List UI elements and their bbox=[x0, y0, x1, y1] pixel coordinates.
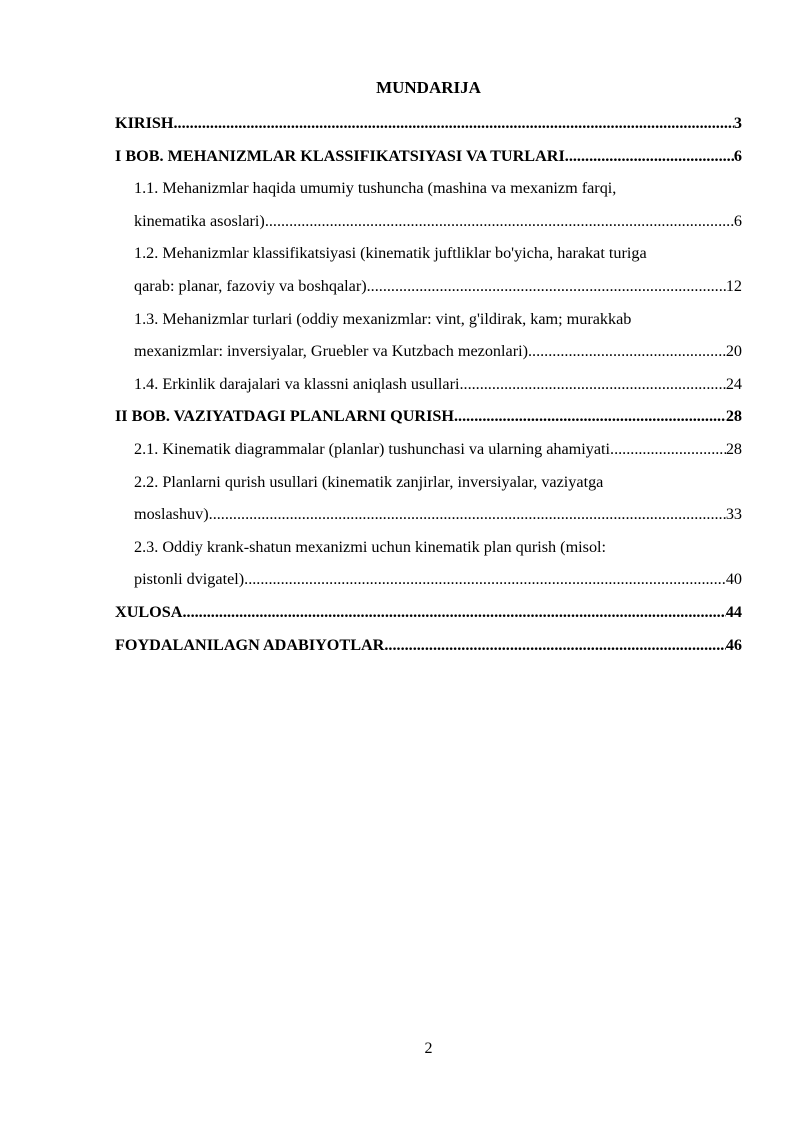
toc-entry-first-line[interactable]: 2.3. Oddiy krank-shatun mexanizmi uchun kinematik plan qurish (misol: bbox=[134, 537, 607, 556]
toc-entry-text: FOYDALANILAGN ADABIYOTLAR bbox=[115, 635, 385, 654]
toc-page-number: 33 bbox=[725, 505, 742, 524]
table-of-contents bbox=[115, 107, 742, 661]
toc-entry-text: II BOB. VAZIYATDAGI PLANLARNI QURISH bbox=[115, 407, 454, 426]
toc-page-number: 20 bbox=[725, 342, 742, 361]
toc-entry-section-2-2[interactable] bbox=[115, 498, 742, 531]
toc-entry-section-2-3[interactable] bbox=[115, 563, 742, 596]
page-title: MUNDARIJA bbox=[376, 78, 481, 97]
toc-entry-section-2-1[interactable] bbox=[115, 433, 742, 466]
toc-page-number: 44 bbox=[725, 602, 742, 621]
toc-entry-section-1-4[interactable] bbox=[115, 368, 742, 401]
toc-entry-text: 1.4. Erkinlik darajalari va klassni aniqlash usullari bbox=[134, 374, 460, 393]
toc-entry-chapter-1[interactable] bbox=[115, 140, 742, 173]
toc-leader-dots bbox=[265, 205, 734, 238]
toc-entry-first-line[interactable]: 1.1. Mehanizmlar haqida umumiy tushuncha (mashina va mexanizm farqi, bbox=[134, 179, 617, 198]
toc-entry-chapter-2[interactable] bbox=[115, 400, 742, 433]
toc-page-number: 6 bbox=[733, 146, 742, 165]
toc-entry-section-1-2[interactable] bbox=[115, 270, 742, 303]
toc-entry-text: pistonli dvigatel) bbox=[134, 570, 245, 589]
toc-entry-section-1-1[interactable] bbox=[115, 205, 742, 238]
toc-leader-dots bbox=[610, 433, 726, 466]
toc-entry-text: XULOSA bbox=[115, 602, 183, 621]
toc-page-number: 28 bbox=[725, 407, 742, 426]
toc-leader-dots bbox=[367, 270, 726, 303]
toc-leader-dots bbox=[182, 596, 725, 629]
toc-entry-xulosa[interactable] bbox=[115, 596, 742, 629]
toc-entry-text: qarab: planar, fazoviy va boshqalar) bbox=[134, 276, 367, 295]
toc-page-number: 28 bbox=[725, 439, 742, 458]
toc-entry-text: I BOB. MEHANIZMLAR KLASSIFIKATSIYASI VA TURLARI bbox=[115, 146, 565, 165]
toc-entry-text: moslashuv) bbox=[134, 505, 209, 524]
toc-page-number: 24 bbox=[725, 374, 742, 393]
page-number: 2 bbox=[424, 1040, 433, 1057]
toc-entry-first-line[interactable]: 1.3. Mehanizmlar turlari (oddiy mexanizmlar: vint, g'ildirak, kam; murakkab bbox=[134, 309, 632, 328]
toc-leader-dots bbox=[528, 335, 726, 368]
toc-page-number: 6 bbox=[733, 211, 742, 230]
toc-page-number: 46 bbox=[725, 635, 742, 654]
toc-entry-text: 2.1. Kinematik diagrammalar (planlar) tushunchasi va ularning ahamiyati bbox=[134, 439, 611, 458]
toc-leader-dots bbox=[384, 629, 725, 662]
toc-entry-first-line[interactable]: 2.2. Planlarni qurish usullari (kinematik zanjirlar, inversiyalar, vaziyatga bbox=[134, 472, 604, 491]
toc-entry-text: mexanizmlar: inversiyalar, Gruebler va Kutzbach mezonlari) bbox=[134, 342, 528, 361]
toc-entry-text: KIRISH bbox=[115, 114, 174, 132]
toc-entry-first-line[interactable]: 1.2. Mehanizmlar klassifikatsiyasi (kinematik juftliklar bo'yicha, harakat turiga bbox=[134, 244, 647, 263]
toc-leader-dots bbox=[565, 140, 734, 173]
toc-entry-references[interactable] bbox=[115, 629, 742, 662]
toc-leader-dots bbox=[173, 107, 733, 140]
toc-entry-text: kinematika asoslari) bbox=[134, 211, 265, 230]
toc-leader-dots bbox=[244, 563, 726, 596]
toc-page-number: 40 bbox=[725, 570, 742, 589]
toc-page-number: 12 bbox=[725, 276, 742, 295]
toc-page-number: 3 bbox=[733, 114, 742, 132]
toc-leader-dots bbox=[459, 368, 725, 401]
toc-entry-kirish[interactable] bbox=[115, 107, 742, 140]
toc-leader-dots bbox=[454, 400, 726, 433]
toc-entry-section-1-3[interactable] bbox=[115, 335, 742, 368]
toc-leader-dots bbox=[209, 498, 726, 531]
